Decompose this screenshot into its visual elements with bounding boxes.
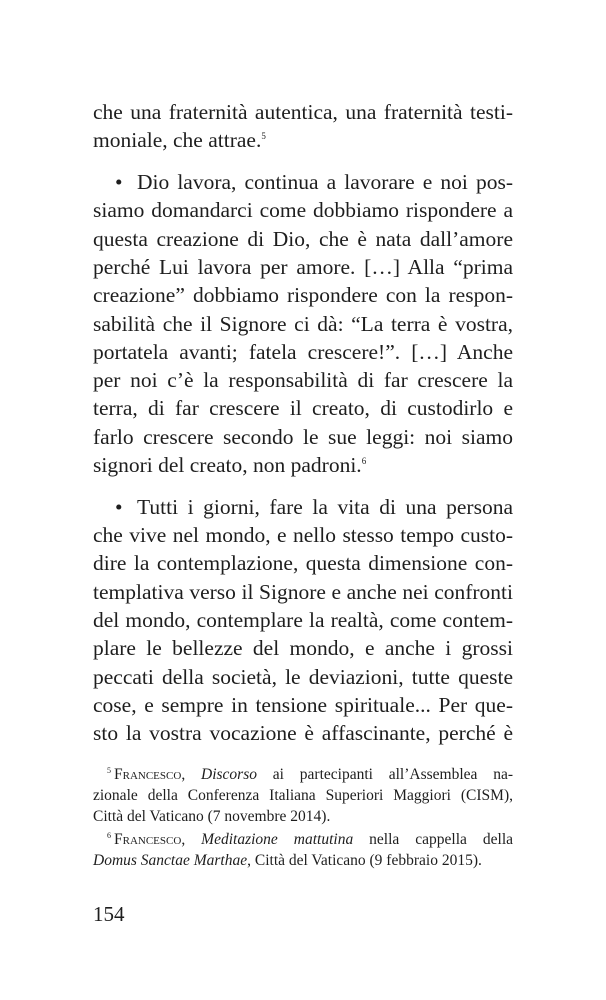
text-line-content: signori del creato, non padroni.	[93, 453, 362, 478]
text-line: peccati della società, le deviazioni, tutte queste	[93, 664, 513, 689]
text-line: creazione” dobbiamo rispondere con la respon-	[93, 283, 513, 308]
text-line: questa creazione di Dio, che è nata dall’amore	[93, 226, 513, 251]
footnote-ref: 6	[361, 456, 367, 467]
text-line: siamo domandarci come dobbiamo rispondere a	[93, 198, 513, 223]
footnote-5	[93, 764, 513, 827]
footnote-title: Meditazione mattutina	[201, 831, 354, 848]
text-line: del mondo, contemplare la realtà, come contem-	[93, 608, 513, 633]
footnote-place: Domus Sanctae Marthae	[93, 852, 248, 869]
footnote-text: nella cappella della	[353, 831, 514, 848]
text-line: portatela avanti; fatela crescere!”. […] Anche	[93, 339, 513, 364]
footnote-number: 5	[107, 766, 111, 775]
footnote-text: ai partecipanti all’Assemblea na-	[256, 766, 514, 783]
text-line-content: Tutti i giorni, fare la vita di una persona	[137, 494, 513, 519]
footnote-separator: ,	[181, 831, 202, 848]
footnote-line: Città del Vaticano (7 novembre 2014).	[93, 808, 331, 825]
text-line: per noi c’è la responsabilità di far crescere la	[93, 368, 513, 393]
footnote-6	[93, 829, 513, 871]
page-number: 154	[93, 902, 125, 926]
text-line: farlo crescere secondo le sue leggi: noi siamo	[93, 424, 513, 449]
footnote-author: Francesco	[114, 766, 182, 783]
text-line: terra, di far crescere il creato, di custodirlo e	[93, 396, 513, 421]
footnote-line	[93, 850, 513, 871]
paragraph-2	[93, 168, 513, 479]
footnote-separator: ,	[181, 766, 201, 783]
footnote-ref: 5	[261, 131, 266, 142]
text-line	[93, 451, 513, 479]
footnote-line	[93, 764, 513, 785]
text-line	[93, 493, 513, 521]
text-line-content: moniale, che attrae.	[93, 128, 262, 153]
body-text	[93, 98, 513, 761]
footnote-title: Discorso	[201, 766, 257, 783]
text-line: sabilità che il Signore ci dà: “La terra è vostra,	[93, 311, 513, 336]
footnote-author: Francesco	[114, 831, 182, 848]
paragraph-1	[93, 98, 513, 155]
footnote-line	[93, 829, 513, 850]
text-line: dire la contemplazione, questa dimensione con-	[93, 551, 513, 576]
footnote-text: , Città del Vaticano (9 febbraio 2015).	[247, 852, 482, 869]
text-line: perché Lui lavora per amore. […] Alla “prima	[93, 254, 513, 279]
bullet-icon: •	[115, 494, 123, 519]
text-line	[93, 126, 513, 154]
text-line: cose, e sempre in tensione spirituale... Per que-	[93, 692, 513, 717]
footnote-number: 6	[107, 831, 111, 840]
text-line-content: Dio lavora, continua a lavorare e noi pos-	[137, 170, 513, 195]
text-line	[93, 168, 513, 196]
text-line: che vive nel mondo, e nello stesso tempo custo-	[93, 523, 513, 548]
footnotes	[93, 764, 513, 871]
text-line: plare le bellezze del mondo, e anche i grossi	[93, 636, 513, 661]
text-line: che una fraternità autentica, una fraternità testi-	[93, 100, 513, 124]
paragraph-3	[93, 493, 513, 748]
text-line: templativa verso il Signore e anche nei confronti	[93, 579, 513, 604]
text-line: sto la vostra vocazione è affascinante, perché è	[93, 721, 513, 746]
bullet-icon: •	[115, 170, 123, 195]
footnote-line: zionale della Conferenza Italiana Superiori Maggiori (CISM),	[93, 787, 513, 804]
